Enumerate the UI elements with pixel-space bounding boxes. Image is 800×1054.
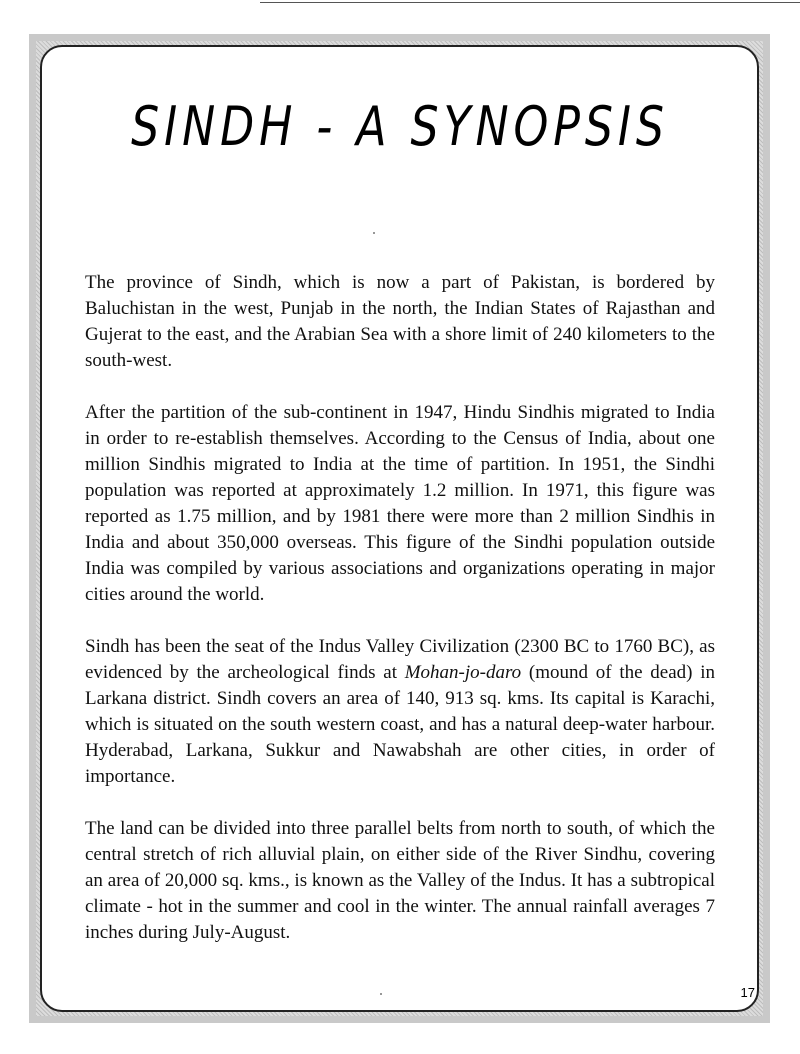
- page-title: SINDH - A SYNOPSIS: [131, 95, 669, 158]
- paragraph-history-text-after: (mound of the dead) in Larkana district. Sindh covers an area of 140, 913 sq. kms. Its capital is Karachi, which is situated on the south western coast, and has a natural deep-water harbour. Hyderabad, Larkana, Sukkur and Nawabshah are other cities, in order of importance.: [85, 662, 715, 787]
- paragraph-land: The land can be divided into three parallel belts from north to south, of which the central stretch of rich alluvial plain, on either side of the River Sindhu, covering an area of 20,000 sq. kms., is known as the Valley of the Indus. It has a subtropical climate - hot in the summer and cool in the winter. The annual rainfall averages 7 inches during July-August.: [85, 818, 715, 943]
- paragraph-history-text-before: Sindh has been the seat of the Indus Valley Civilization (2300 BC to 1760 BC), as evidenced by the archeological finds at: [85, 636, 715, 683]
- paragraph-geography: The province of Sindh, which is now a part of Pakistan, is bordered by Baluchistan in the west, Punjab in the north, the Indian States of Rajasthan and Gujerat to the east, and the Arabian Sea with a shore limit of 240 kilometers to the south-west.: [85, 272, 715, 371]
- mohenjodaro-emphasis: Mohan-jo-daro: [404, 662, 522, 683]
- page-number: 17: [740, 985, 755, 1000]
- paragraph-history: [85, 634, 715, 790]
- scan-speck: [380, 993, 382, 995]
- body-text: [85, 270, 715, 972]
- paragraph-migration: After the partition of the sub-continent in 1947, Hindu Sindhis migrated to India in order to re-establish themselves. According to the Census of India, about one million Sindhis migrated to India at the time of partition. In 1951, the Sindhi population was reported at approximately 1.2 million. In 1971, this figure was reported as 1.75 million, and by 1981 there were more than 2 million Sindhis in India and about 350,000 overseas. This figure of the Sindhi population outside India was compiled by various associations and organizations operating in major cities around the world.: [85, 402, 715, 605]
- scan-speck: [373, 232, 375, 234]
- top-rule: [260, 2, 800, 3]
